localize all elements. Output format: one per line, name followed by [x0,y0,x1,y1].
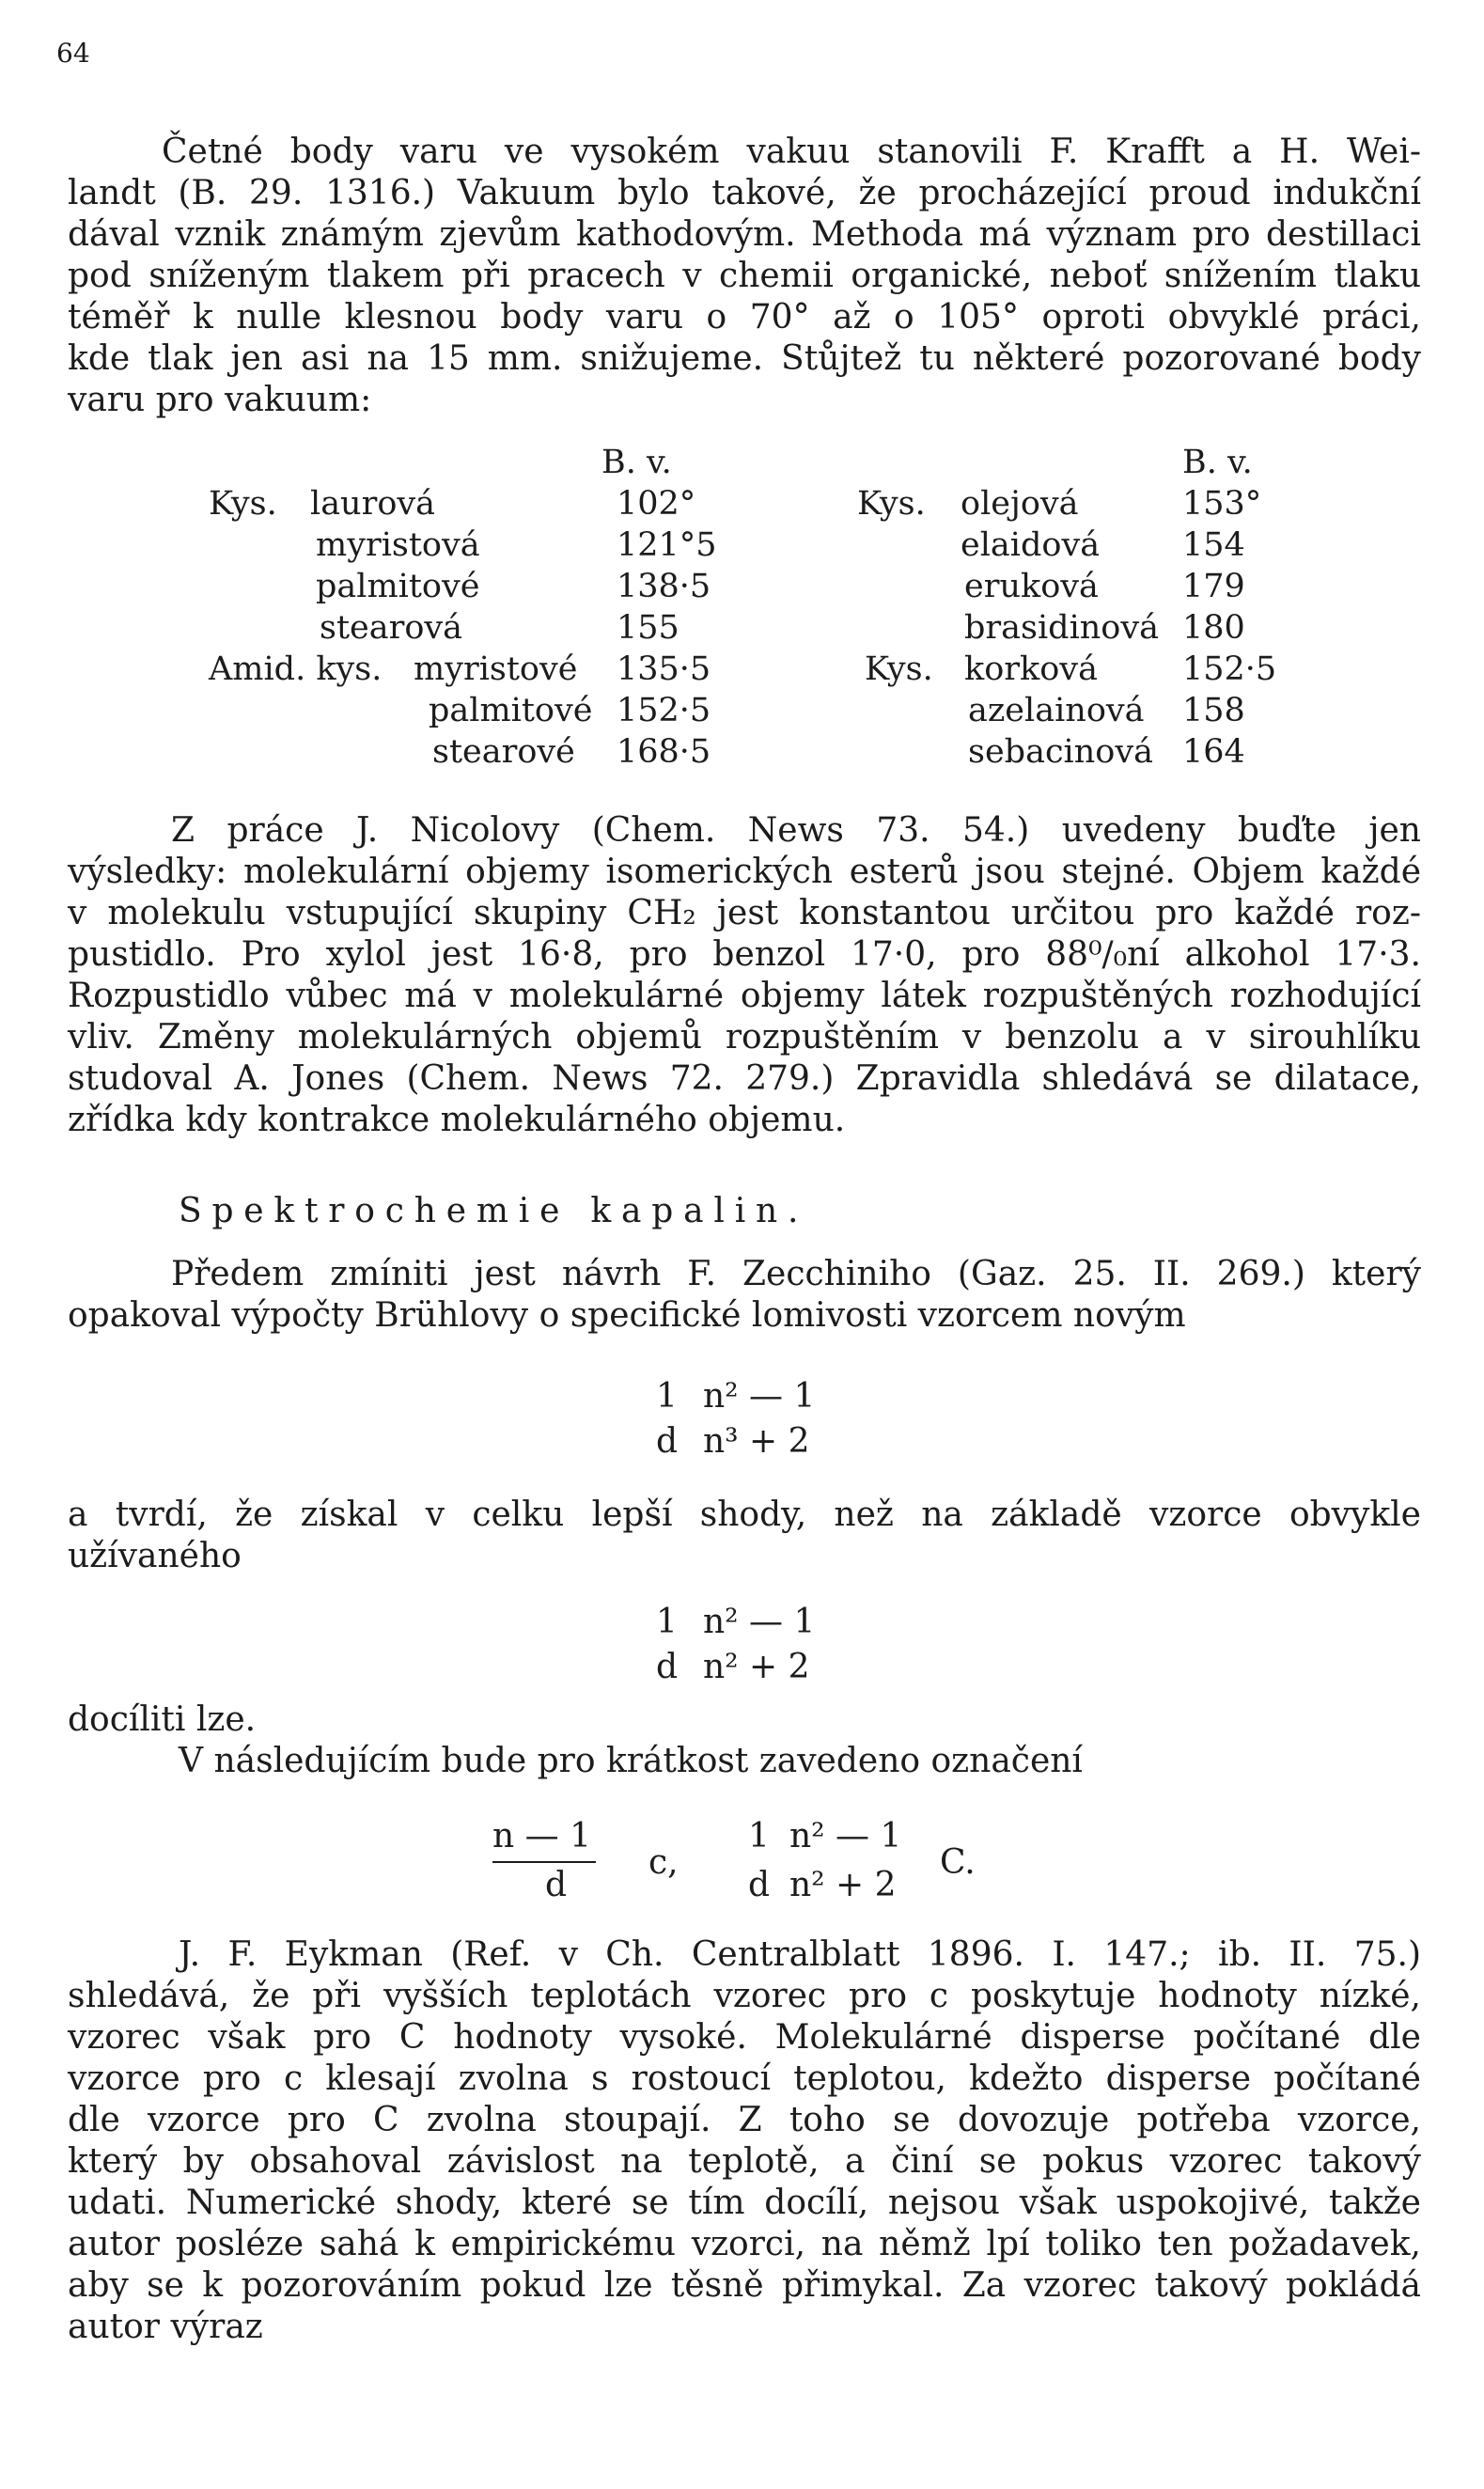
text-line: pod sníženým tlakem při pracech v chemii organické, neboť snížením tlaku [68,257,1421,295]
formula-notation [0,1816,1484,1919]
text-line: dával vznik známým zjevům kathodovým. Methoda má význam pro destillaci [68,215,1421,254]
text-line: užívaného [68,1537,242,1575]
text-line: Rozpustidlo vůbec má v molekulárné objemy látek rozpuštěných rozhodující [68,977,1421,1015]
text-line: studoval A. Jones (Chem. News 72. 279.) Zpravidla shledává se dilatace, [68,1059,1421,1098]
table-prefix: Amid. kys. [209,650,383,688]
text-line: kde tlak jen asi na 15 mm. snižujeme. Stůjtež tu některé pozorované body [68,339,1421,378]
table-header-left: B. v. [601,444,672,481]
formula-zecchini [0,1372,1484,1466]
text-line: autor výraz [68,2308,263,2346]
text-line: v molekulu vstupující skupiny CH₂ jest konstantou určitou pro každé roz- [68,894,1421,932]
formula-term: d [656,1422,679,1461]
paragraph-shody [68,1495,1421,1577]
table-value: 153° [1182,485,1262,523]
section-heading: Spektrochemie kapalin. [179,1192,809,1230]
formula-term: 1 [656,1603,678,1641]
text-line: varu pro vakuum: [68,381,372,419]
text-line: a tvrdí, že získal v celku lepší shody, než na základě vzorce obvykle [68,1495,1421,1534]
formula-denominator: n² + 2 [703,1648,810,1686]
formula-term: d [656,1648,679,1686]
text-line: autor posléze sahá k empirickému vzorci, na němž lpí toliko ten požadavek, [68,2225,1421,2263]
fraction-bar [492,1861,596,1863]
table-name: myristová [316,526,480,564]
text-line: vzorec však pro C hodnoty vysoké. Molekulárné disperse počítané dle [68,2018,1421,2057]
text-line: výsledky: molekulární objemy isomerických esterů jsou stejné. Objem každé [68,853,1421,891]
text-line: udati. Numerické shody, které se tím docílí, nejsou však uspokojivé, takže [68,2184,1421,2222]
formula-result: C. [940,1843,976,1882]
paragraph-eykman [68,1934,1421,2348]
table-value: 138·5 [617,568,711,605]
table-value: 102° [617,485,696,523]
text-line: který by obsahoval závislost na teplotě, a činí se pokus vzorec takový [68,2142,1421,2181]
formula-numerator: n² — 1 [703,1603,816,1641]
table-value: 179 [1182,568,1245,605]
table-name: eruková [964,568,1099,605]
formula-numerator: n — 1 [492,1817,591,1855]
text-line: J. F. Eykman (Ref. v Ch. Centralblatt 1896. I. 147.; ib. II. 75.) [179,1935,1421,1974]
table-value: 121°5 [617,526,717,564]
text-line: landt (B. 29. 1316.) Vakuum bylo takové, že procházející proud indukční [68,174,1421,212]
formula-term: 1 [656,1377,678,1416]
table-name: azelainová [968,692,1145,729]
text-line: vzorce pro c klesají zvolna s rostoucí teplotou, kdežto disperse počítané [68,2059,1421,2098]
table-name: laurová [310,485,436,523]
table-prefix: Kys. [857,485,926,523]
text-line: Z práce J. Nicolovy (Chem. News 73. 54.) uvedeny buďte jen [171,811,1421,850]
table-name: stearová [320,609,463,647]
formula-numerator: n² — 1 [789,1817,902,1855]
table-value: 180 [1182,609,1245,647]
table-value: 158 [1182,692,1245,729]
table-prefix: Kys. [209,485,277,523]
text-line: shledává, že při vyšších teplotách vzorec pro c poskytuje hodnoty nízké, [68,1977,1421,2015]
table-value: 168·5 [617,733,711,771]
text-line: Předem zmíniti jest návrh F. Zecchiniho (Gaz. 25. II. 269.) který [171,1255,1421,1293]
paragraph-vacuum-boiling-points [68,132,1421,421]
table-header-right: B. v. [1182,444,1253,481]
text-line: zřídka kdy kontrakce molekulárného objemu. [68,1101,846,1139]
formula-numerator: n² — 1 [703,1377,816,1416]
table-value: 152·5 [617,692,711,729]
table-value: 164 [1182,733,1245,771]
table-name: stearové [432,733,575,771]
text-line: opakoval výpočty Brühlovy o specifické lomivosti vzorcem novým [68,1296,1186,1335]
formula-term: 1 [748,1817,770,1855]
table-prefix: Kys. [865,650,933,688]
formula-denominator: n³ + 2 [703,1422,810,1461]
table-name: elaidová [961,526,1101,564]
text-line: vliv. Změny molekulárných objemů rozpuštěním v benzolu a v sirouhlíku [68,1018,1421,1057]
formula-denominator: d [545,1866,568,1904]
paragraph-docili [68,1699,1421,1782]
formula-denominator: n² + 2 [789,1866,897,1904]
table-name: korková [964,650,1098,688]
paragraph-zecchini [68,1254,1421,1337]
page-number: 64 [56,38,90,69]
table-name: palmitové [316,568,480,605]
formula-term: d [748,1866,771,1904]
boiling-point-table [0,442,1484,780]
paragraph-molecular-volumes [68,810,1421,1141]
text-line: téměř k nulle klesnou body varu o 70° až o 105° oproti obvyklé práci, [68,298,1421,337]
text-line: pustidlo. Pro xylol jest 16·8, pro benzol 17·0, pro 88⁰/₀ní alkohol 17·3. [68,935,1421,974]
formula-result: c, [648,1843,679,1882]
table-value: 154 [1182,526,1245,564]
table-name: myristové [414,650,578,688]
text-line: aby se k pozorováním pokud lze těsně přimykal. Za vzorec takový pokládá [68,2266,1421,2305]
formula-classic [0,1598,1484,1692]
table-name: palmitové [429,692,593,729]
text-line: docíliti lze. [68,1700,257,1739]
text-line: Četné body varu ve vysokém vakuu stanovili F. Krafft a H. Wei- [162,133,1421,171]
table-value: 135·5 [617,650,711,688]
text-line: dle vzorce pro C zvolna stoupají. Z toho se dovozuje potřeba vzorce, [68,2101,1421,2139]
table-value: 152·5 [1182,650,1277,688]
table-value: 155 [617,609,680,647]
table-name: olejová [961,485,1079,523]
text-line: V následujícím bude pro krátkost zavedeno označení [179,1742,1083,1780]
table-name: sebacinová [968,733,1153,771]
table-name: brasidinová [964,609,1160,647]
